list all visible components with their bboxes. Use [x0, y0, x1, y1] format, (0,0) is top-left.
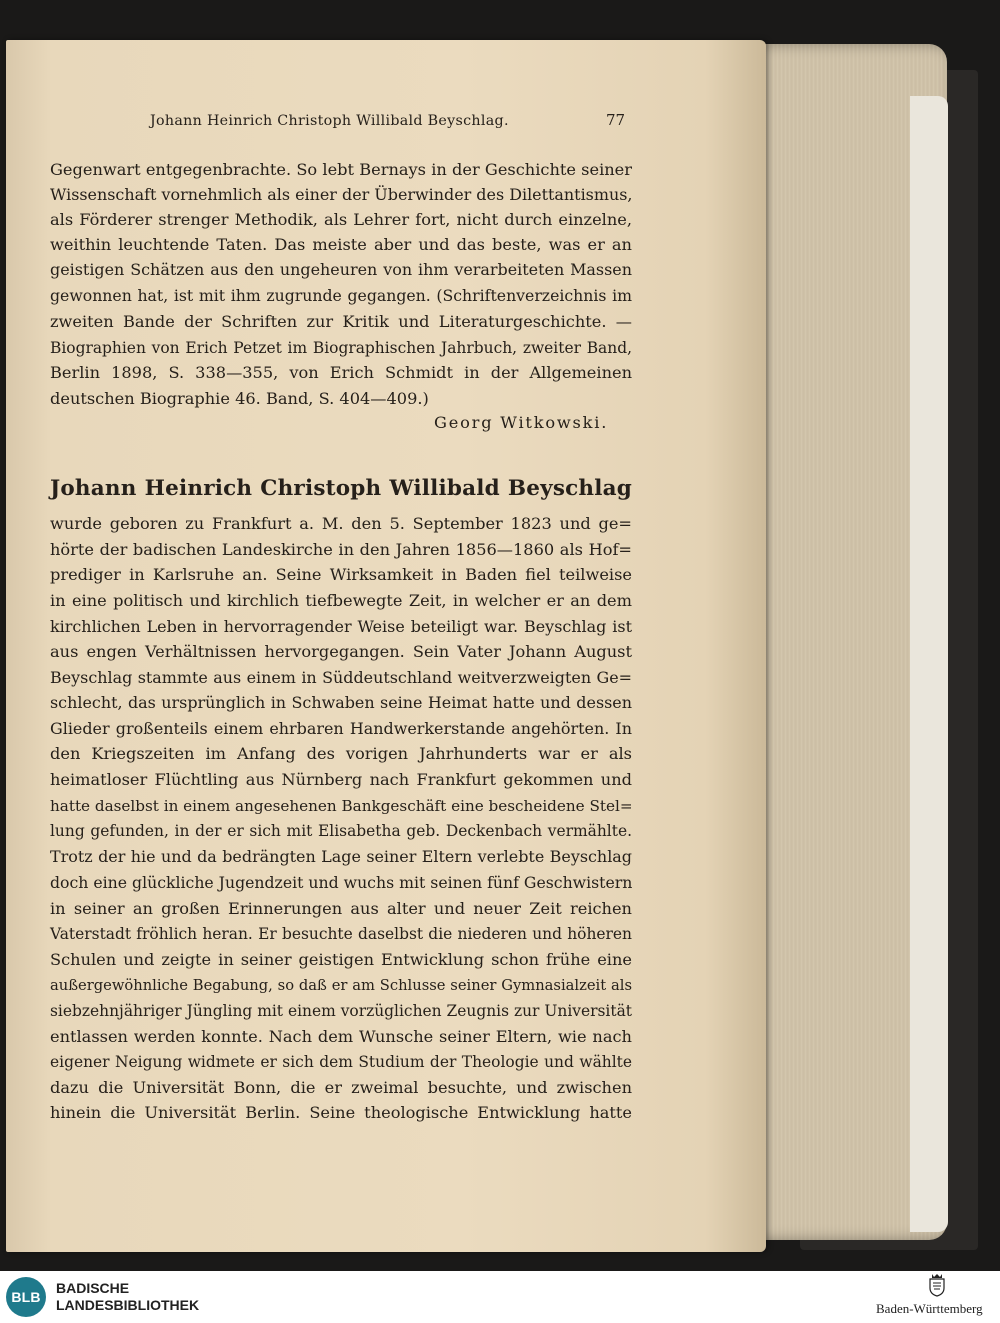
text-line: eigener Neigung widmete er sich dem Studium der Theologie und wählte [50, 1053, 632, 1071]
text-line: gewonnen hat, ist mit ihm zugrunde gegangen. (Schriftenverzeichnis im [50, 286, 632, 305]
text-line: Trotz der hie und da bedrängten Lage seiner Eltern verlebte Beyschlag [50, 847, 632, 866]
text-line: weithin leuchtende Taten. Das meiste aber und das beste, was er an [50, 235, 632, 254]
text-line: Biographien von Erich Petzet im Biographischen Jahrbuch, zweiter Band, [50, 339, 632, 357]
text-line: Schulen und zeigte in seiner geistigen Entwicklung schon frühe eine [50, 950, 632, 969]
text-line: aus engen Verhältnissen hervorgegangen. Sein Vater Johann August [50, 642, 632, 661]
text-line: siebzehnjähriger Jüngling mit einem vorzüglichen Zeugnis zur Universität [50, 1002, 632, 1020]
text-line: doch eine glückliche Jugendzeit und wuchs mit seinen fünf Geschwistern [50, 873, 633, 892]
text-line: hatte daselbst in einem angesehenen Bankgeschäft eine bescheidene Stel= [50, 797, 633, 815]
blb-logo-icon[interactable]: BLB [6, 1277, 46, 1317]
text-line: Gegenwart entgegenbrachte. So lebt Bernays in der Geschichte seiner [50, 160, 632, 179]
text-line: geistigen Schätzen aus den ungeheuren von ihm verarbeiteten Massen [50, 260, 632, 279]
text-line: schlecht, das ursprünglich in Schwaben seine Heimat hatte und dessen [50, 693, 632, 712]
text-line: in seiner an großen Erinnerungen aus alter und neuer Zeit reichen [50, 899, 632, 918]
entry-heading: Johann Heinrich Christoph Willibald Beyschlag [50, 476, 632, 501]
text-line: Beyschlag stammte aus einem in Süddeutschland weitverzweigten Ge= [50, 668, 632, 687]
text-line: prediger in Karlsruhe an. Seine Wirksamkeit in Baden fiel teilweise [50, 565, 632, 584]
text-line: kirchlichen Leben in hervorragender Weise beteiligt war. Beyschlag ist [50, 617, 632, 636]
text-line: zweiten Bande der Schriften zur Kritik und Literaturgeschichte. — [50, 312, 632, 331]
text-line: den Kriegszeiten im Anfang des vorigen Jahrhunderts war er als [50, 744, 632, 763]
page-number: 77 [606, 111, 626, 129]
text-line: in eine politisch und kirchlich tiefbewegte Zeit, in welcher er an dem [50, 591, 632, 610]
text-line: heimatloser Flüchtling aus Nürnberg nach Frankfurt gekommen und [50, 770, 632, 789]
book-endpaper [910, 96, 948, 1232]
text-line: als Förderer strenger Methodik, als Lehrer fort, nicht durch einzelne, [50, 210, 632, 229]
baden-wuerttemberg-crest-icon [928, 1273, 946, 1297]
running-head: Johann Heinrich Christoph Willibald Beyschlag. [150, 113, 509, 129]
text-line: entlassen werden konnte. Nach dem Wunsche seiner Eltern, wie nach [50, 1027, 632, 1046]
text-line: wurde geboren zu Frankfurt a. M. den 5. September 1823 und ge= [50, 514, 632, 533]
text-line: hinein die Universität Berlin. Seine theologische Entwicklung hatte [50, 1103, 632, 1122]
text-line: Vaterstadt fröhlich heran. Er besuchte daselbst die niederen und höheren [50, 925, 632, 943]
text-line: Glieder großenteils einem ehrbaren Handwerkerstande angehörten. In [50, 719, 632, 738]
text-line: deutschen Biographie 46. Band, S. 404—409.) [50, 389, 429, 408]
text-line: Wissenschaft vornehmlich als einer der Überwinder des Dilettantismus, [50, 185, 633, 204]
library-name-line: LANDESBIBLIOTHEK [56, 1297, 200, 1313]
text-line: dazu die Universität Bonn, die er zweimal besuchte, und zwischen [50, 1078, 632, 1097]
text-line: Berlin 1898, S. 338—355, von Erich Schmidt in der Allgemeinen [50, 363, 632, 382]
author-signature: Georg Witkowski. [434, 413, 609, 432]
library-name[interactable] [56, 1280, 199, 1314]
text-line: außergewöhnliche Begabung, so daß er am Schlusse seiner Gymnasialzeit als [50, 977, 632, 994]
text-line: lung gefunden, in der er sich mit Elisabetha geb. Deckenbach vermählte. [50, 822, 632, 840]
state-label: Baden-Württemberg [876, 1301, 983, 1316]
viewer-footer [0, 1271, 1000, 1323]
text-line: hörte der badischen Landeskirche in den Jahren 1856—1860 als Hof= [50, 540, 632, 559]
library-name-line: BADISCHE [56, 1280, 130, 1296]
